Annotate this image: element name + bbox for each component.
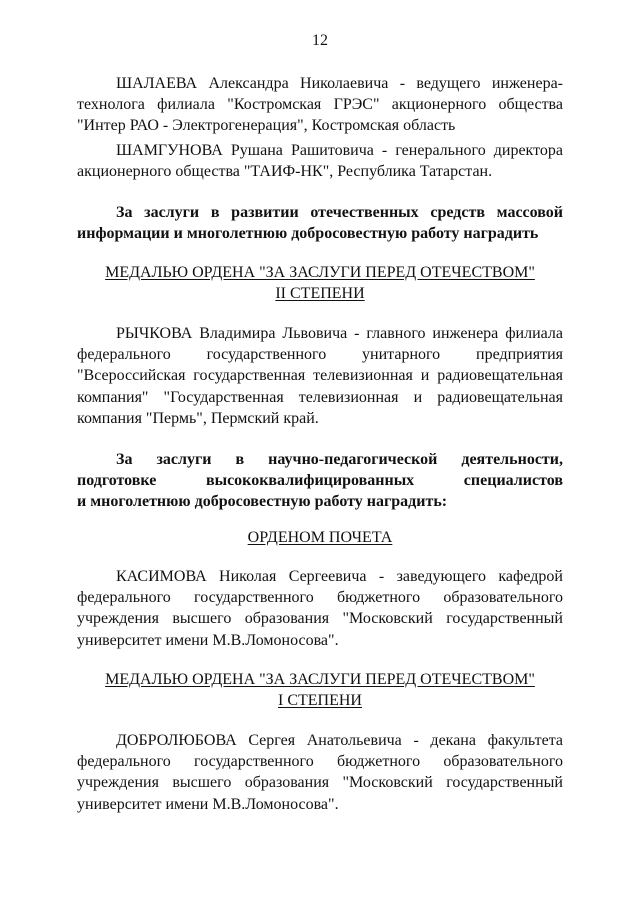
awardee-kasimova — [77, 566, 563, 651]
directive-line: За заслуги в развитии отечественных средств массовой — [116, 204, 563, 221]
award-degree: I СТЕПЕНИ — [278, 692, 362, 710]
awardee-line: университет имени М.В.Ломоносова". — [77, 795, 339, 813]
awardee-dobrolyubov — [77, 730, 563, 815]
awardee-line: технолога филиала "Костромская ГРЭС" акционерного общества — [77, 96, 563, 114]
awardee-name: ДОБРОЛЮБОВА — [116, 732, 237, 749]
awardee-line: акционерного общества "ТАИФ-НК", Республика Татарстан. — [77, 163, 493, 181]
awardee-name: КАСИМОВА — [116, 568, 207, 585]
award-title-line: МЕДАЛЬЮ ОРДЕНА "ЗА ЗАСЛУГИ ПЕРЕД ОТЕЧЕСТВОМ" — [105, 671, 535, 688]
awardee-shamgunova — [77, 140, 563, 182]
awardee-rychkov — [77, 323, 563, 429]
awardee-line: компания" "Государственная телевизионная и радиовещательная — [77, 388, 563, 406]
awardee-line: "Всероссийская государственная телевизионная и радиовещательная — [77, 367, 563, 385]
awardee-line: КАСИМОВА Николая Сергеевича - заведующего кафедрой — [116, 568, 563, 585]
directive-media — [77, 202, 563, 244]
award-title-order-honor — [77, 527, 563, 548]
page-number: 12 — [312, 32, 328, 49]
awardee-line: федерального государственного бюджетного образовательного — [77, 753, 563, 771]
directive-science — [77, 449, 563, 513]
awardee-line: федерального государственного бюджетного образовательного — [77, 589, 563, 607]
awardee-line: "Интер РАО - Электрогенерация", Костромская область — [77, 117, 456, 135]
award-title-medal-1 — [77, 669, 563, 711]
awardee-name: РЫЧКОВА — [116, 325, 193, 342]
awardee-line: ШАЛАЕВА Александра Николаевича - ведущего инженера- — [116, 75, 563, 92]
awardee-line: компания "Пермь", Пермский край. — [77, 409, 319, 427]
awardee-line: учреждения высшего образования "Московский государственный — [77, 774, 563, 792]
directive-line: и многолетнюю добросовестную работу наградить: — [77, 493, 448, 511]
awardee-line: РЫЧКОВА Владимира Львовича - главного инженера филиала — [116, 325, 563, 342]
awardee-line: ДОБРОЛЮБОВА Сергея Анатольевича - декана факультета — [116, 732, 563, 749]
award-title-medal-2 — [77, 262, 563, 304]
award-title-line: МЕДАЛЬЮ ОРДЕНА "ЗА ЗАСЛУГИ ПЕРЕД ОТЕЧЕСТВОМ" — [105, 264, 535, 281]
awardee-name: ШАЛАЕВА — [116, 75, 198, 92]
awardee-line: университет имени М.В.Ломоносова". — [77, 631, 339, 649]
directive-line: За заслуги в научно-педагогической деятельности, — [116, 451, 563, 468]
awardee-line: федерального государственного унитарного предприятия — [77, 346, 563, 364]
awardee-line: учреждения высшего образования "Московский государственный — [77, 610, 563, 628]
awardee-shalaeva — [77, 73, 563, 137]
awardee-line: ШАМГУНОВА Рушана Рашитовича - генерального директора — [116, 142, 563, 159]
directive-line: информации и многолетнюю добросовестную работу наградить — [77, 225, 539, 243]
award-title-line: ОРДЕНОМ ПОЧЕТА — [247, 529, 393, 546]
award-degree: II СТЕПЕНИ — [275, 285, 365, 303]
directive-line: подготовке высококвалифицированных специалистов — [77, 472, 563, 490]
awardee-name: ШАМГУНОВА — [116, 142, 223, 159]
